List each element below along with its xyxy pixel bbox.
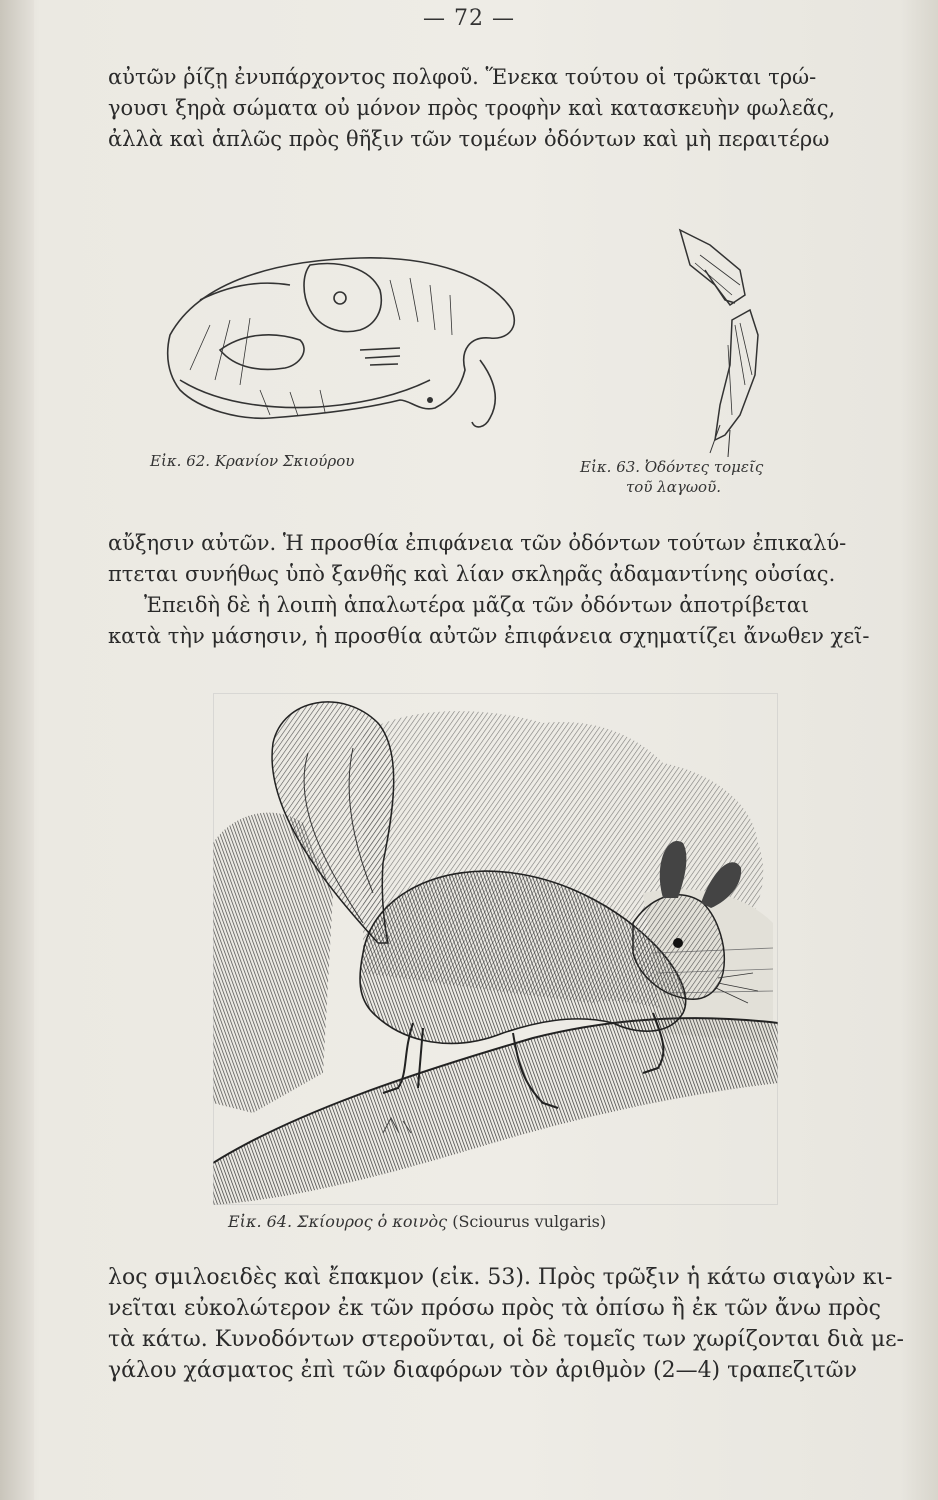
text-line: πτεται συνήθως ὑπὸ ξανθῆς καὶ λίαν σκληρᾶς ἀδαμαντίνης οὐσίας.: [108, 562, 836, 586]
text-line: Ἐπειδὴ δὲ ἡ λοιπὴ ἁπαλωτέρα μᾶζα τῶν ὀδόντων ἀποτρίβεται: [144, 593, 810, 617]
paragraph-middle: [108, 528, 908, 652]
page-number: — 72 —: [423, 6, 515, 31]
text-line: αὐτῶν ῥίζῃ ἐνυπάρχοντος πολφοῦ. Ἕνεκα τούτου οἱ τρῶκται τρώ-: [108, 65, 817, 89]
text-line: τὰ κάτω. Κυνοδόντων στεροῦνται, οἱ δὲ τομεῖς των χωρίζονται διὰ με-: [108, 1327, 904, 1352]
text-line: γάλου χάσματος ἐπὶ τῶν διαφόρων τὸν ἀριθμὸν (2—4) τραπεζιτῶν: [108, 1358, 857, 1383]
text-line: γουσι ξηρὰ σώματα οὐ μόνον πρὸς τροφὴν καὶ κατασκευὴν φωλεᾶς,: [108, 96, 836, 120]
hare-incisors-engraving-icon: [670, 225, 780, 460]
figure-64-caption-latin: (Sciourus vulgaris): [452, 1212, 607, 1231]
text-line: κατὰ τὴν μάσησιν, ἡ προσθία αὐτῶν ἐπιφάνεια σχηματίζει ἄνωθεν χεῖ-: [108, 624, 870, 648]
figure-63-caption-line2: τοῦ λαγωοῦ.: [626, 478, 721, 496]
figure-64-caption: [228, 1212, 606, 1231]
figure-63-caption-line1: Εἰκ. 63. Ὀδόντες τομεῖς: [580, 458, 764, 476]
hare-incisors-figure: [670, 225, 780, 460]
paragraph-bottom: [108, 1262, 908, 1386]
common-squirrel-figure: [213, 693, 778, 1205]
text-line: ἀλλὰ καὶ ἁπλῶς πρὸς θῆξιν τῶν τομέων ὀδόντων καὶ μὴ περαιτέρω: [108, 127, 830, 151]
figure-63-caption: [580, 458, 900, 496]
common-squirrel-engraving-icon: [213, 693, 778, 1205]
paragraph-top: [108, 62, 908, 155]
text-line: νεῖται εὐκολώτερον ἐκ τῶν πρόσω πρὸς τὰ ὀπίσω ἢ ἐκ τῶν ἄνω πρὸς: [108, 1296, 881, 1321]
squirrel-skull-engraving-icon: [160, 240, 525, 445]
text-line: λος σμιλοειδὲς καὶ ἔπακμον (εἰκ. 53). Πρὸς τρῶξιν ἡ κάτω σιαγὼν κι-: [108, 1265, 893, 1290]
squirrel-skull-figure: [160, 240, 525, 445]
page-binding-edge: [0, 0, 34, 1500]
text-line: αὔξησιν αὐτῶν. Ἡ προσθία ἐπιφάνεια τῶν ὀδόντων τούτων ἐπικαλύ-: [108, 531, 847, 555]
figure-64-caption-main: Εἰκ. 64. Σκίουρος ὁ κοινὸς: [228, 1212, 448, 1231]
figure-62-caption: Εἰκ. 62. Κρανίον Σκιούρου: [150, 452, 355, 470]
